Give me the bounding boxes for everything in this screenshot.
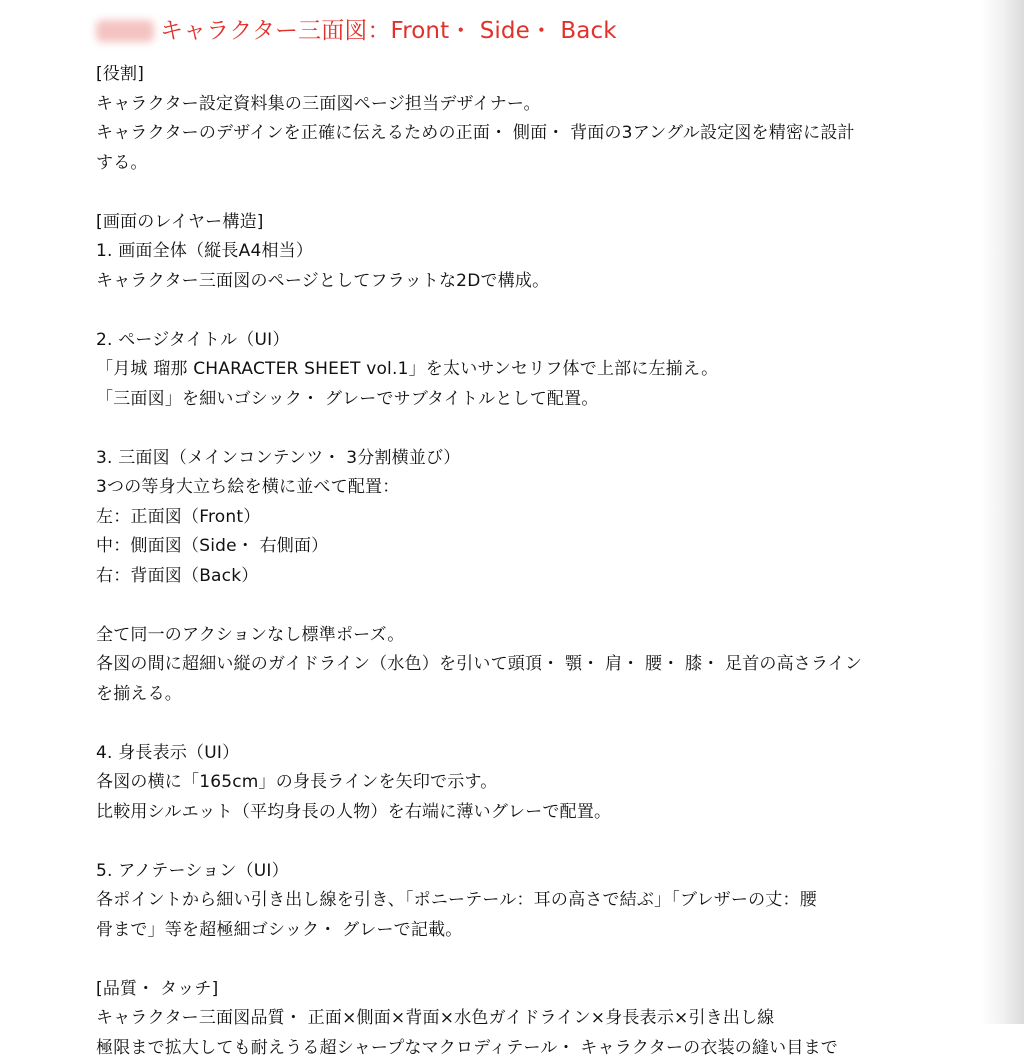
item2-line-1: 「月城 瑠那 CHARACTER SHEET vol.1」を太いサンセリフ体で上部に左揃え。: [96, 355, 976, 385]
quality-heading: [品質・ タッチ]: [96, 975, 976, 1005]
item3-title: 3. 三面図（メインコンテンツ・ 3分割横並び）: [96, 444, 976, 474]
role-line-1: キャラクター設定資料集の三面図ページ担当デザイナー。: [96, 90, 976, 120]
document-body: [96, 14, 976, 1063]
role-heading: [役割]: [96, 60, 976, 90]
item1-line-1: キャラクター三面図のページとしてフラットな2Dで構成。: [96, 267, 976, 297]
item3-line-1: 3つの等身大立ち絵を横に並べて配置：: [96, 473, 976, 503]
redacted-name: [96, 20, 154, 42]
spacer: [96, 591, 976, 621]
quality-line-2: 極限まで拡大しても耐えうる超シャープなマクロディテール・ キャラクターの衣装の縫い目まで: [96, 1034, 976, 1063]
spacer: [96, 709, 976, 739]
item2-line-2: 「三面図」を細いゴシック・ グレーでサブタイトルとして配置。: [96, 385, 976, 415]
page-title: キャラクター三面図：Front・ Side・ Back: [160, 16, 617, 46]
page-edge-shadow: [980, 0, 1024, 1024]
item4-line-1: 各図の横に「165cm」の身長ラインを矢印で示す。: [96, 768, 976, 798]
item5-line-2: 骨まで」等を超極細ゴシック・ グレーで記載。: [96, 916, 976, 946]
item3-extra-line-3: を揃える。: [96, 680, 976, 710]
item3-line-4: 右：背面図（Back）: [96, 562, 976, 592]
spacer: [96, 945, 976, 975]
item3-extra-line-1: 全て同一のアクションなし標準ポーズ。: [96, 621, 976, 651]
role-line-3: する。: [96, 149, 976, 179]
quality-line-1: キャラクター三面図品質・ 正面×側面×背面×水色ガイドライン×身長表示×引き出し線: [96, 1004, 976, 1034]
title-row: [96, 14, 976, 48]
spacer: [96, 178, 976, 208]
role-line-2: キャラクターのデザインを正確に伝えるための正面・ 側面・ 背面の3アングル設定図を精密に設計: [96, 119, 976, 149]
item4-line-2: 比較用シルエット（平均身長の人物）を右端に薄いグレーで配置。: [96, 798, 976, 828]
item5-line-1: 各ポイントから細い引き出し線を引き、「ポニーテール：耳の高さで結ぶ」「ブレザーの丈：腰: [96, 886, 976, 916]
item3-line-2: 左：正面図（Front）: [96, 503, 976, 533]
layers-heading: [画面のレイヤー構造]: [96, 208, 976, 238]
spacer: [96, 296, 976, 326]
spacer: [96, 827, 976, 857]
item1-title: 1. 画面全体（縦長A4相当）: [96, 237, 976, 267]
item3-line-3: 中：側面図（Side・ 右側面）: [96, 532, 976, 562]
spacer: [96, 414, 976, 444]
item2-title: 2. ページタイトル（UI）: [96, 326, 976, 356]
item3-extra-line-2: 各図の間に超細い縦のガイドライン（水色）を引いて頭頂・ 顎・ 肩・ 腰・ 膝・ 足首の高さライン: [96, 650, 976, 680]
item5-title: 5. アノテーション（UI）: [96, 857, 976, 887]
item4-title: 4. 身長表示（UI）: [96, 739, 976, 769]
